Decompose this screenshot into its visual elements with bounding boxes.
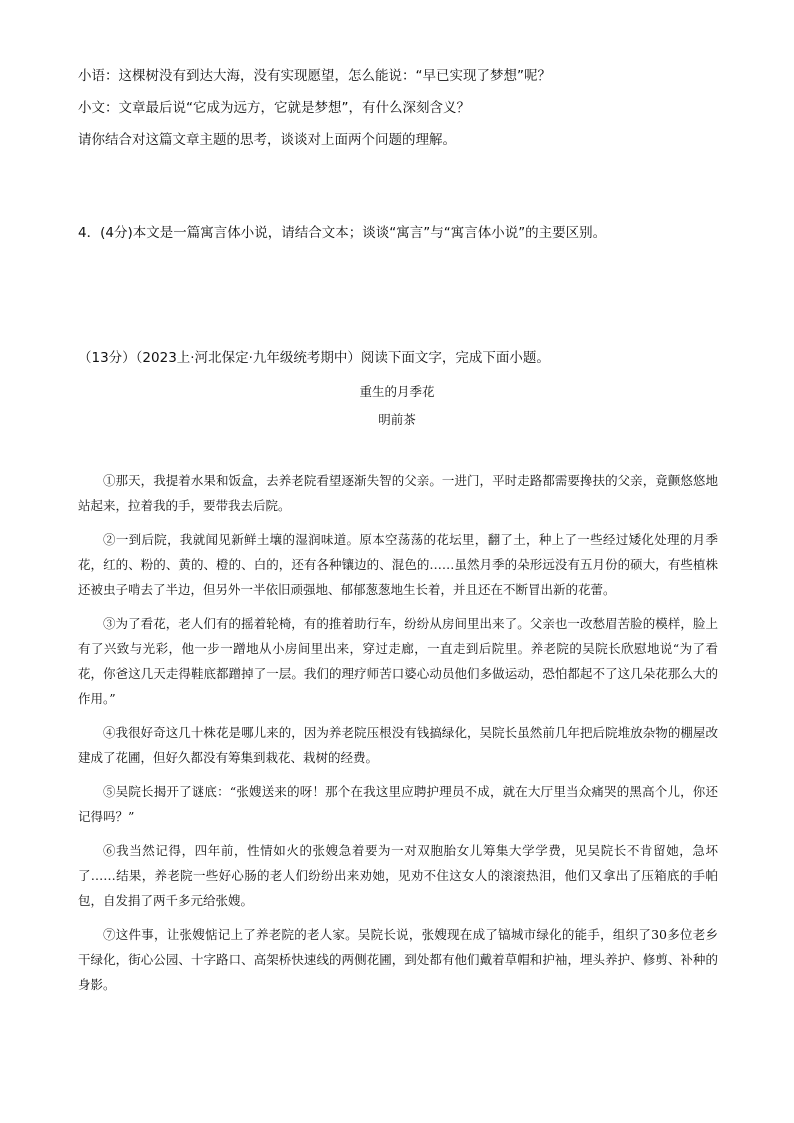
section-header: （13分）（2023上·河北保定·九年级统考期中）阅读下面文字，完成下面小题。 <box>78 350 550 366</box>
article-title: 重生的月季花 <box>359 384 435 399</box>
article-paragraph: ③为了看花，老人们有的摇着轮椅，有的推着助行车，纷纷从房间里出来了。父亲也一改愁眉苦脸的模样，脸上有了兴致与光彩，他一步一蹭地从小房间里出来，穿过走廊，一直走到后院里。养老院的吴院长欣慰地说“为了看花，你爸这几天走得鞋底都蹭掉了一层。我们的理疗师苦口婆心动员他们多做运动，恐怕都起不了这几朵花那么大的作用。” <box>78 616 718 706</box>
article-paragraph: ④我很好奇这几十株花是哪儿来的，因为养老院压根没有钱搞绿化，吴院长虽然前几年把后院堆放杂物的棚屋改建成了花圃，但好久都没有筹集到栽花、栽树的经费。 <box>78 725 718 765</box>
article-paragraph: ①那天，我提着水果和饭盒，去养老院看望逐渐失智的父亲。一进门，平时走路都需要搀扶的父亲，竟颤悠悠地站起来，拉着我的手，要带我去后院。 <box>78 473 718 513</box>
question-xiaoyu: 小语：这棵树没有到达大海，没有实现愿望，怎么能说：“早已实现了梦想”呢？ <box>78 68 551 84</box>
article-author: 明前茶 <box>378 412 416 427</box>
article-paragraph: ⑦这件事，让张嫂惦记上了养老院的老人家。吴院长说，张嫂现在成了镐城市绿化的能手，组织了30多位老乡干绿化，街心公园、十字路口、高架桥快速线的两侧花圃，到处都有他们戴着草帽和护袖，埋头养护、修剪、补种的身影。 <box>78 927 718 992</box>
article-body <box>78 468 718 1006</box>
question-4: 4．(4分)本文是一篇寓言体小说，请结合文本；谈谈“寓言”与“寓言体小说”的主要区别。 <box>78 225 607 241</box>
article-paragraph: ⑤吴院长揭开了谜底：“张嫂送来的呀！那个在我这里应聘护理员不成，就在大厅里当众痛哭的黑高个儿，你还记得吗？” <box>78 784 718 824</box>
article-paragraph: ②一到后院，我就闻见新鲜土壤的湿润味道。原本空荡荡的花坛里，翻了土，种上了一些经过矮化处理的月季花，红的、粉的、黄的、橙的、白的，还有各种镶边的、混色的……虽然月季的朵形远没有五月份的硕大，有些植株还被虫子啃去了半边，但另外一半依旧顽强地、郁郁葱葱地生长着，并且还在不断冒出新的花蕾。 <box>78 532 718 597</box>
article-paragraph: ⑥我当然记得，四年前，性情如火的张嫂急着要为一对双胞胎女儿筹集大学学费，见吴院长不肯留她，急坏了……结果，养老院一些好心肠的老人们纷纷出来劝她，见劝不住这女人的滚滚热泪，他们又拿出了压箱底的手帕包，自发捐了两千多元给张嫂。 <box>78 843 718 908</box>
question-xiaowen: 小文：文章最后说“它成为远方，它就是梦想”，有什么深刻含义？ <box>78 100 470 116</box>
question-instruction: 请你结合对这篇文章主题的思考，谈谈对上面两个问题的理解。 <box>78 132 456 148</box>
